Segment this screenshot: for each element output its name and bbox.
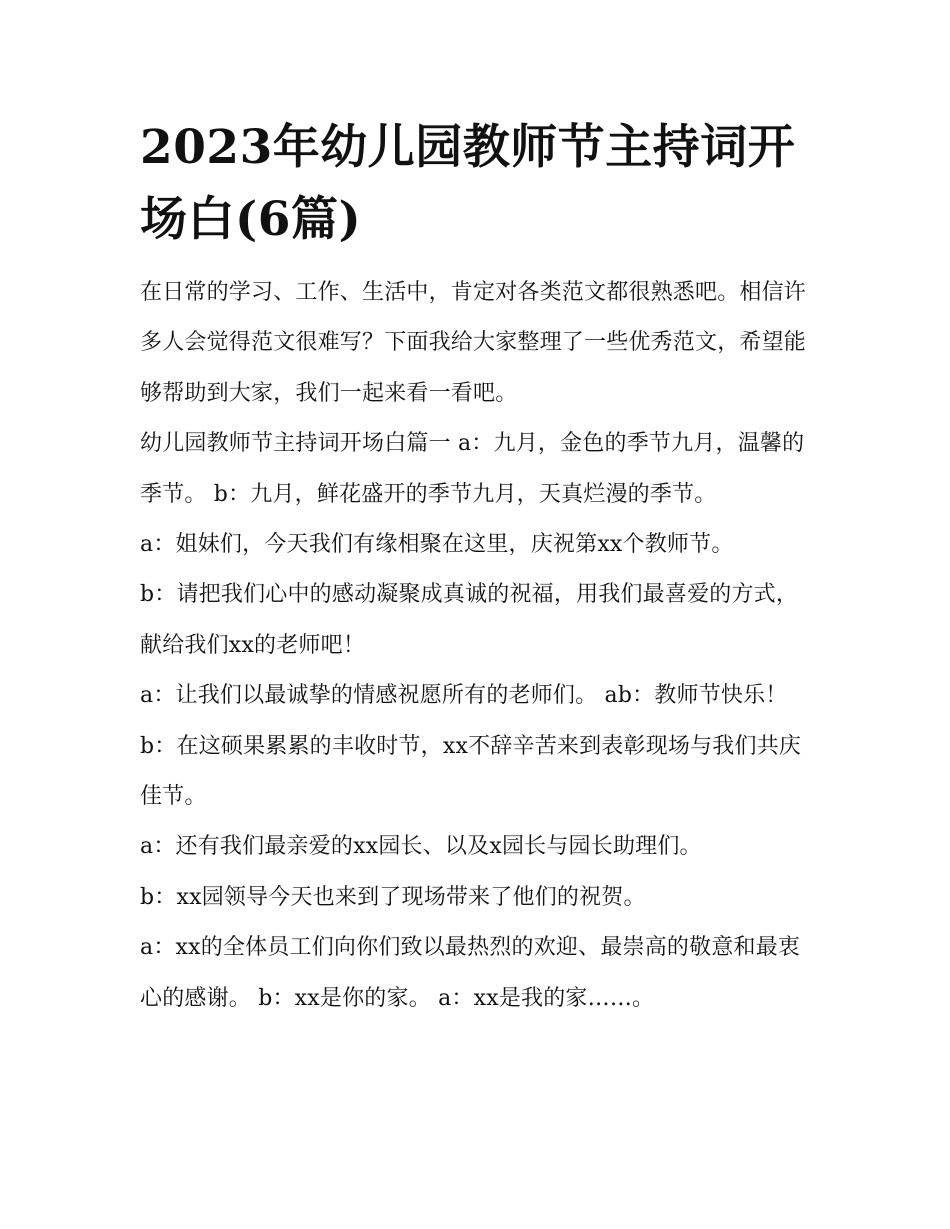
paragraph-dialogue: a：姐妹们，今天我们有缘相聚在这里，庆祝第xx个教师节。 <box>140 532 734 558</box>
paragraph-opening: 幼儿园教师节主持词开场白篇一 a：九月，金色的季节九月，温馨的季节。 b：九月，鲜花盛开的季节九月，天真烂漫的季节。 <box>140 431 805 507</box>
paragraph-dialogue: b：请把我们心中的感动凝聚成真诚的祝福，用我们最喜爱的方式，献给我们xx的老师吧！ <box>140 582 799 658</box>
paragraph-dialogue: a：xx的全体员工们向你们致以最热烈的欢迎、最崇高的敬意和最衷心的感谢。 b：xx是你的家。 a：xx是我的家……。 <box>140 935 801 1011</box>
paragraph-dialogue: a：让我们以最诚挚的情感祝愿所有的老师们。 ab：教师节快乐！ b：在这硕果累累的丰收时节，xx不辞辛苦来到表彰现场与我们共庆佳节。 <box>140 683 802 810</box>
paragraph-dialogue: a：还有我们最亲爱的xx园长、以及x园长与园长助理们。 <box>140 834 702 860</box>
paragraph-intro: 在日常的学习、工作、生活中，肯定对各类范文都很熟悉吧。相信许多人会觉得范文很难写？下面我给大家整理了一些优秀范文，希望能够帮助到大家，我们一起来看一看吧。 <box>140 280 807 406</box>
paragraph-dialogue: b：xx园领导今天也来到了现场带来了他们的祝贺。 <box>140 884 646 910</box>
document-title: 2023年幼儿园教师节主持词开场白(6篇) <box>140 120 796 247</box>
document-body <box>140 268 820 1024</box>
document-content <box>140 112 820 1024</box>
